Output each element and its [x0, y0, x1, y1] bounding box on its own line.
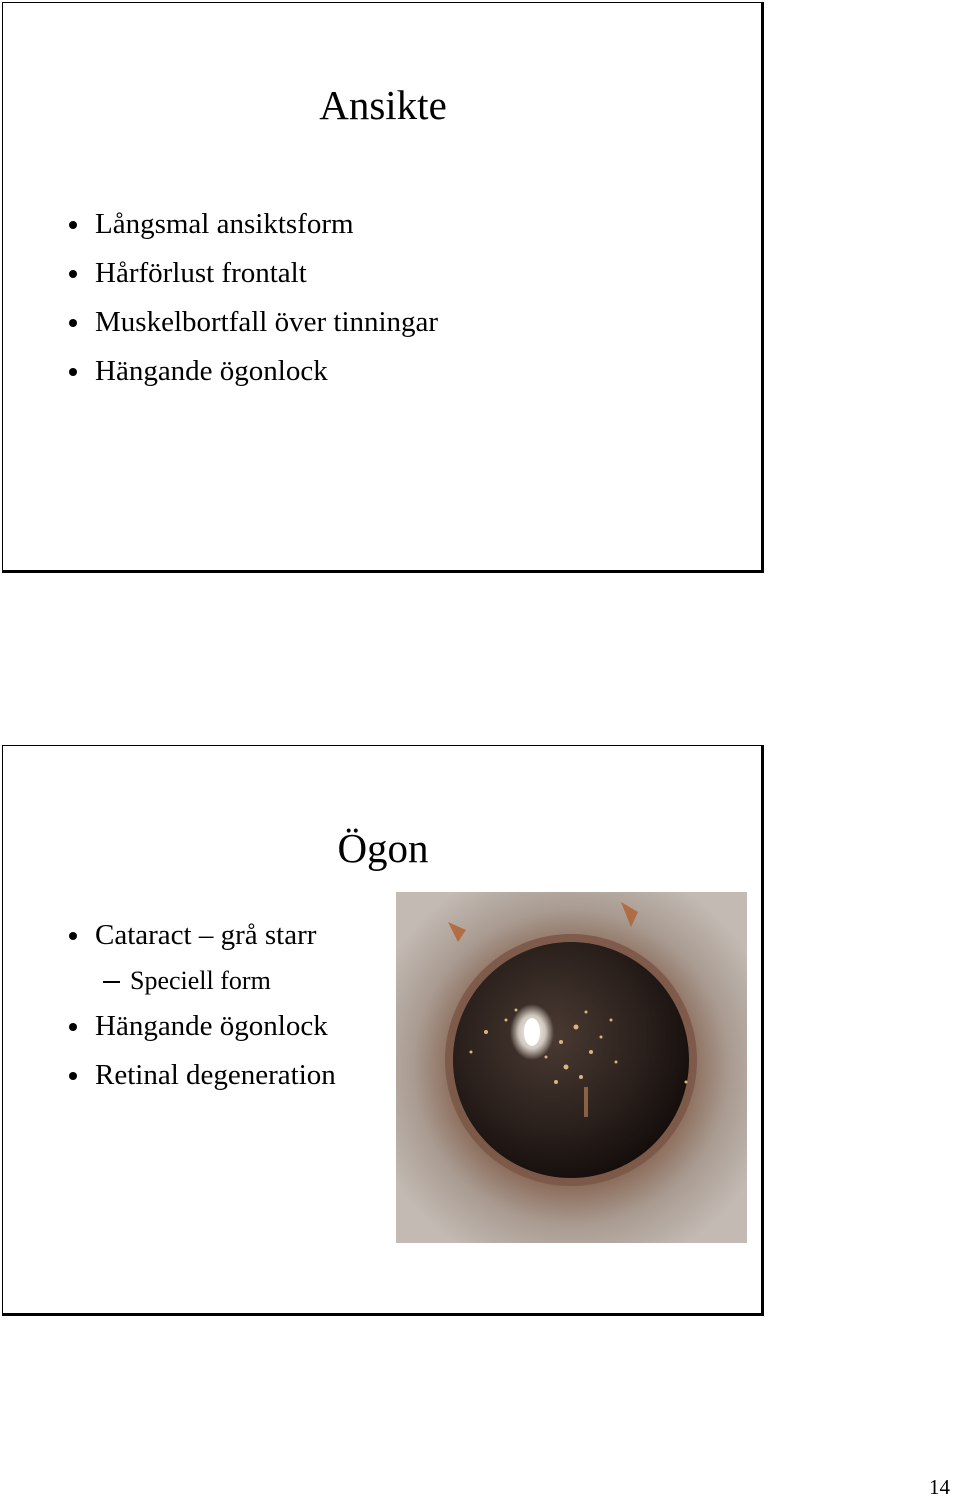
list-item: Hängande ögonlock: [3, 347, 438, 396]
slide-title: Ansikte: [319, 82, 447, 128]
bullet-list: [3, 200, 438, 396]
eye-cataract-photo-icon: [396, 892, 747, 1243]
bullet-icon: [69, 1072, 77, 1080]
list-item: Cataract – grå starr: [3, 911, 336, 960]
list-item: Hängande ögonlock: [3, 1002, 336, 1051]
page-number: 14: [929, 1475, 950, 1499]
slide-title: Ögon: [337, 825, 429, 871]
bullet-icon: [69, 270, 77, 278]
bullet-icon: [69, 368, 77, 376]
bullet-list: [3, 911, 336, 1100]
bullet-icon: [69, 319, 77, 327]
list-item: Hårförlust frontalt: [3, 249, 438, 298]
bullet-icon: [69, 932, 77, 940]
slide-ogon: [2, 745, 764, 1316]
list-item-sub: Speciell form: [3, 960, 336, 1002]
list-item: Långsmal ansiktsform: [3, 200, 438, 249]
slide-ansikte: [2, 2, 764, 573]
list-item: Retinal degeneration: [3, 1051, 336, 1100]
bullet-icon: [69, 221, 77, 229]
bullet-icon: [69, 1023, 77, 1031]
dash-icon: [103, 981, 120, 983]
list-item: Muskelbortfall över tinningar: [3, 298, 438, 347]
